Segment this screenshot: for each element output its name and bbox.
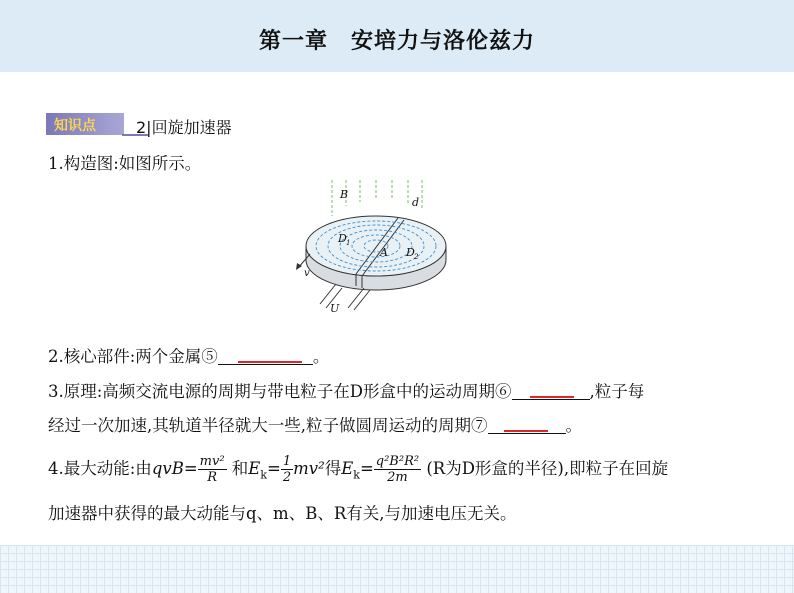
label-B: B	[340, 188, 349, 201]
line-core-parts-text: 2.核心部件:两个金属⑤	[48, 347, 218, 366]
blank-6[interactable]	[512, 381, 590, 400]
subscript-k: k	[260, 468, 268, 482]
and-text: 和	[231, 459, 249, 478]
equals-2: =	[267, 459, 281, 478]
label-v: v	[304, 268, 310, 279]
label-A: A	[380, 246, 388, 259]
line-core-parts-end: 。	[312, 347, 330, 366]
lead-3	[348, 288, 364, 308]
subscript-k-2: k	[353, 468, 360, 482]
fraction-half: $\frac{1}{2}$	[282, 454, 292, 485]
label-d: d	[412, 196, 420, 209]
blank-5[interactable]	[218, 346, 313, 365]
label-D2: D	[406, 246, 415, 259]
chapter-header	[0, 0, 794, 72]
obtain-text: 得	[324, 459, 342, 478]
radius-note: (R为D形盒的半径),即粒子在回旋	[426, 459, 669, 478]
section-title: 2|回旋加速器	[136, 118, 232, 137]
label-D1-sub: 1	[346, 239, 351, 247]
line-principle-cont	[48, 412, 582, 436]
fraction-max-energy: $\frac{\text{q²B²R²}}{2m}$	[375, 454, 420, 485]
bottom-grid-decoration	[0, 545, 794, 593]
line-conclusion: 加速器中获得的最大动能与q、m、B、R有关,与加速电压无关。	[48, 504, 517, 523]
label-D1: D	[338, 232, 347, 245]
label-D2-sub: 2	[414, 253, 419, 261]
line-principle-cont-text: 经过一次加速,其轨道半径就大一些,粒子做圆周运动的周期⑦	[48, 416, 488, 435]
line-max-energy	[48, 454, 668, 485]
lead-4	[354, 290, 370, 310]
formula-qvB: qvB	[151, 459, 184, 478]
line-structure: 1.构造图:如图所示。	[48, 154, 202, 173]
line-principle	[48, 378, 644, 402]
equals-1: =	[183, 459, 198, 478]
blank-7[interactable]	[488, 415, 566, 434]
line-principle-text: 3.原理:高频交流电源的周期与带电粒子在D形盒中的运动周期⑥	[48, 382, 512, 401]
max-energy-intro: 4.最大动能:由	[48, 459, 152, 478]
formula-Ek-2: E	[341, 459, 354, 478]
knowledge-point-badge	[46, 113, 124, 135]
lead-1	[320, 284, 336, 304]
chapter-title: 第一章 安培力与洛伦兹力	[258, 29, 535, 54]
cyclotron-figure	[284, 176, 454, 326]
fraction-mv2-over-R: $\frac{\text{mv²}}{R}$	[199, 454, 225, 485]
equals-3: =	[359, 459, 374, 478]
line-principle-end: ,粒子每	[589, 382, 645, 401]
label-U: U	[330, 302, 340, 315]
formula-mv2: mv²	[293, 459, 325, 478]
knowledge-point-label: 知识点	[54, 118, 96, 134]
line-principle-cont-end: 。	[565, 416, 582, 435]
formula-Ek: E	[248, 459, 261, 478]
line-core-parts	[48, 343, 329, 367]
